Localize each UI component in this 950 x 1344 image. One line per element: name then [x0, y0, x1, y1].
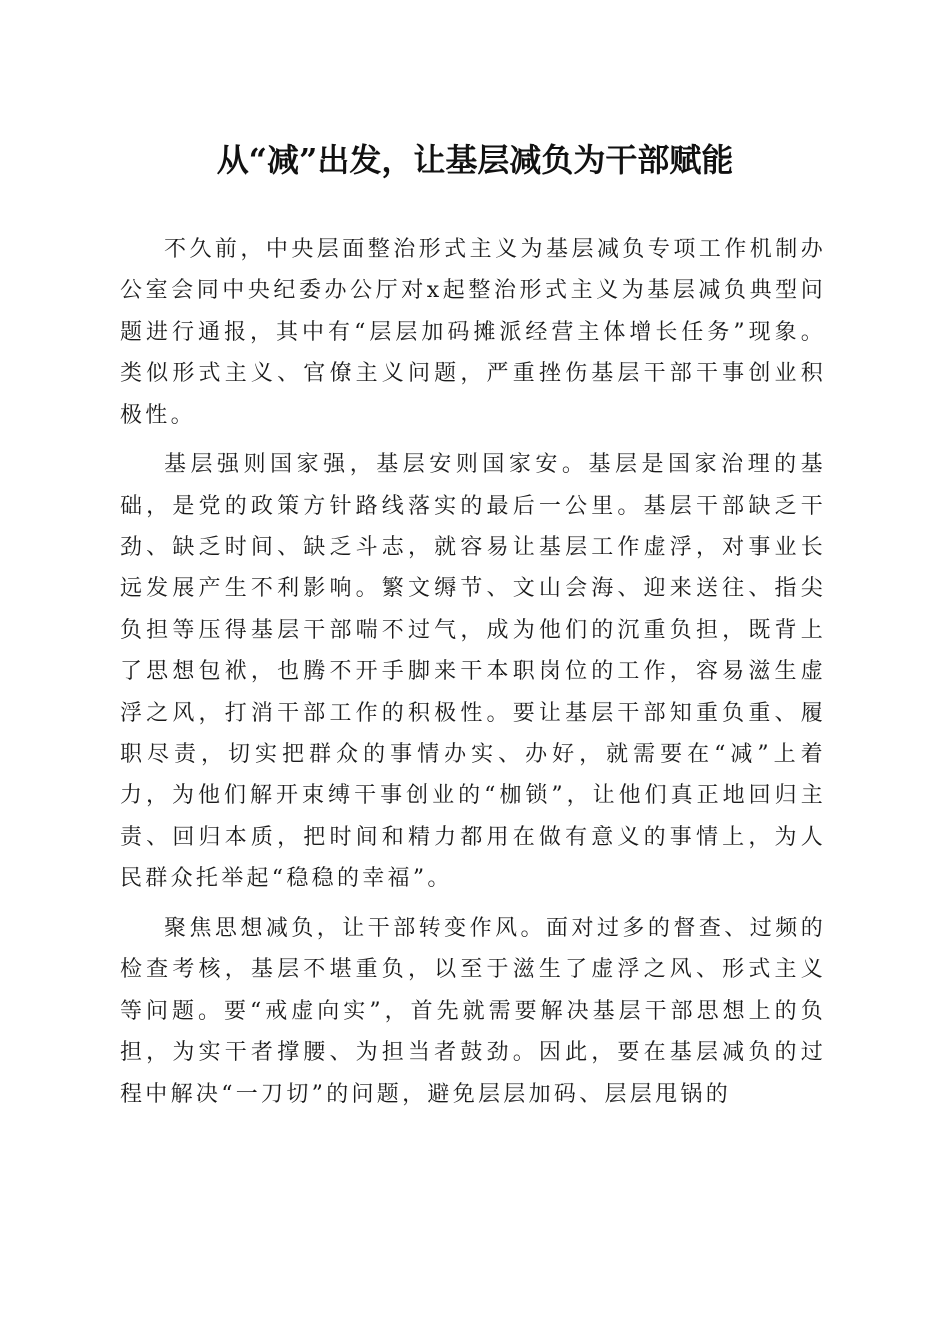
paragraph-2: 基层强则国家强，基层安则国家安。基层是国家治理的基础，是党的政策方针路线落实的最后一公里。基层干部缺乏干劲、缺乏时间、缺乏斗志，就容易让基层工作虚浮，对事业长远发展产生不利影响。繁文缛节、文山会海、迎来送往、指尖负担等压得基层干部喘不过气，成为他们的沉重负担，既背上了思想包袱，也腾不开手脚来干本职岗位的工作，容易滋生虚浮之风，打消干部工作的积极性。要让基层干部知重负重、履职尽责，切实把群众的事情办实、办好，就需要在“减”上着力，为他们解开束缚干事创业的“枷锁”，让他们真正地回归主责、回归本质，把时间和精力都用在做有意义的事情上，为人民群众托举起“稳稳的幸福”。: [120, 452, 826, 892]
document-title: 从“减”出发，让基层减负为干部赋能: [216, 141, 734, 179]
paragraph-1: 不久前，中央层面整治形式主义为基层减负专项工作机制办公室会同中央纪委办公厅对x起整治形式主义为基层减负典型问题进行通报，其中有“层层加码摊派经营主体增长任务”现象。类似形式主义、官僚主义问题，严重挫伤基层干部干事创业积极性。: [120, 237, 826, 428]
document-body: [120, 229, 826, 1123]
paragraph-3: 聚焦思想减负，让干部转变作风。面对过多的督查、过频的检查考核，基层不堪重负，以至于滋生了虚浮之风、形式主义等问题。要“戒虚向实”，首先就需要解决基层干部思想上的负担，为实干者撑腰、为担当者鼓劲。因此，要在基层减负的过程中解决“一刀切”的问题，避免层层加码、层层甩锅的: [120, 915, 826, 1107]
